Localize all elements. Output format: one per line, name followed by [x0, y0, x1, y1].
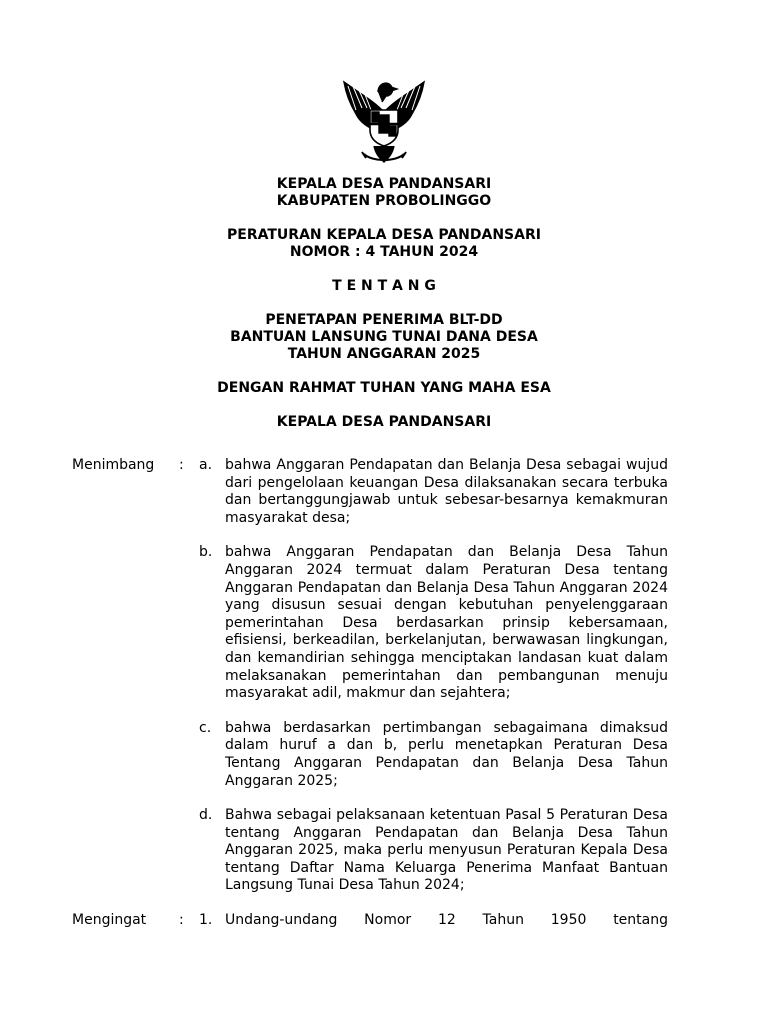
mengingat-label: Mengingat: [72, 912, 147, 929]
blessing-text: DENGAN RAHMAT TUHAN YANG MAHA ESA: [217, 380, 551, 396]
tentang-text: T E N T A N G: [332, 278, 436, 294]
tentang-heading: [0, 278, 768, 295]
item-text: Bahwa sebagai pelaksanaan ketentuan Pasal 5 Peraturan Desa tentang Anggaran Pendapatan dan Belanja Desa Tahun Anggaran 2025, maka perlu menyusun Peraturan Kepala Desa tentang Daftar Nama Keluarga Penerima Manfaat Bantuan Langsung Tunai Desa Tahun 2024;: [225, 807, 668, 894]
header-line1: KEPALA DESA PANDANSARI: [276, 176, 492, 192]
item-text: bahwa berdasarkan pertimbangan sebagaimana dimaksud dalam huruf a dan b, perlu menetapkan Peraturan Desa Tentang Anggaran Pendapatan dan Belanja Desa Tahun Anggaran 2025;: [225, 719, 668, 789]
subject-line2: BANTUAN LANSUNG TUNAI DANA DESA: [230, 329, 538, 345]
document-body: [72, 457, 672, 947]
header-line2: KABUPATEN PROBOLINGGO: [276, 193, 492, 209]
mengingat-colon: :: [179, 912, 184, 929]
menimbang-item-a: [72, 457, 672, 527]
mengingat-item-1: [72, 912, 672, 930]
item-marker: c.: [199, 719, 212, 736]
regulation-number: NOMOR : 4 TAHUN 2024: [289, 244, 479, 260]
menimbang-item-d: [72, 807, 672, 895]
item-text: bahwa Anggaran Pendapatan dan Belanja Desa sebagai wujud dari pengelolaan keuangan Desa dilaksanakan secara terbuka dan bertanggungjawab untuk sebesar-besarnya kemakmuran masyarakat desa;: [225, 457, 668, 526]
item-text: bahwa Anggaran Pendapatan dan Belanja Desa Tahun Anggaran 2024 termuat dalam Peraturan Desa tentang Anggaran Pendapatan dan Belanja Desa Tahun Anggaran 2024 yang disusun sesuai dengan kebutuhan penyelenggaraan pemerintahan Desa berdasarkan prinsip kebersamaan, efisiensi, berkeadilan, berkelanjutan, berwawasan lingkungan, dan kemandirian sehingga menciptakan landasan kuat dalam melaksanakan pemerintahan dan pembangunan menuju masyarakat adil, makmur dan sejahtera;: [225, 544, 668, 702]
item-marker: a.: [199, 457, 213, 473]
item-text: Undang-undang Nomor 12 Tahun 1950 tentang: [225, 912, 668, 929]
menimbang-label: Menimbang: [72, 457, 155, 473]
subject-heading: [0, 312, 768, 363]
menimbang-colon: :: [179, 457, 184, 473]
blessing-heading: [0, 380, 768, 397]
menimbang-item-b: [72, 544, 672, 702]
menimbang-item-c: [72, 720, 672, 790]
regulation-title: PERATURAN KEPALA DESA PANDANSARI: [227, 227, 541, 243]
item-marker: b.: [199, 544, 213, 561]
garuda-emblem-icon: [334, 70, 434, 170]
subject-line3: TAHUN ANGGARAN 2025: [287, 346, 481, 362]
regulation-heading: [0, 227, 768, 261]
item-marker: d.: [199, 807, 213, 824]
item-marker: 1.: [199, 912, 213, 929]
authority-heading: [0, 414, 768, 431]
letterhead: [0, 176, 768, 210]
subject-line1: PENETAPAN PENERIMA BLT-DD: [265, 312, 503, 328]
authority-text: KEPALA DESA PANDANSARI: [276, 414, 492, 430]
